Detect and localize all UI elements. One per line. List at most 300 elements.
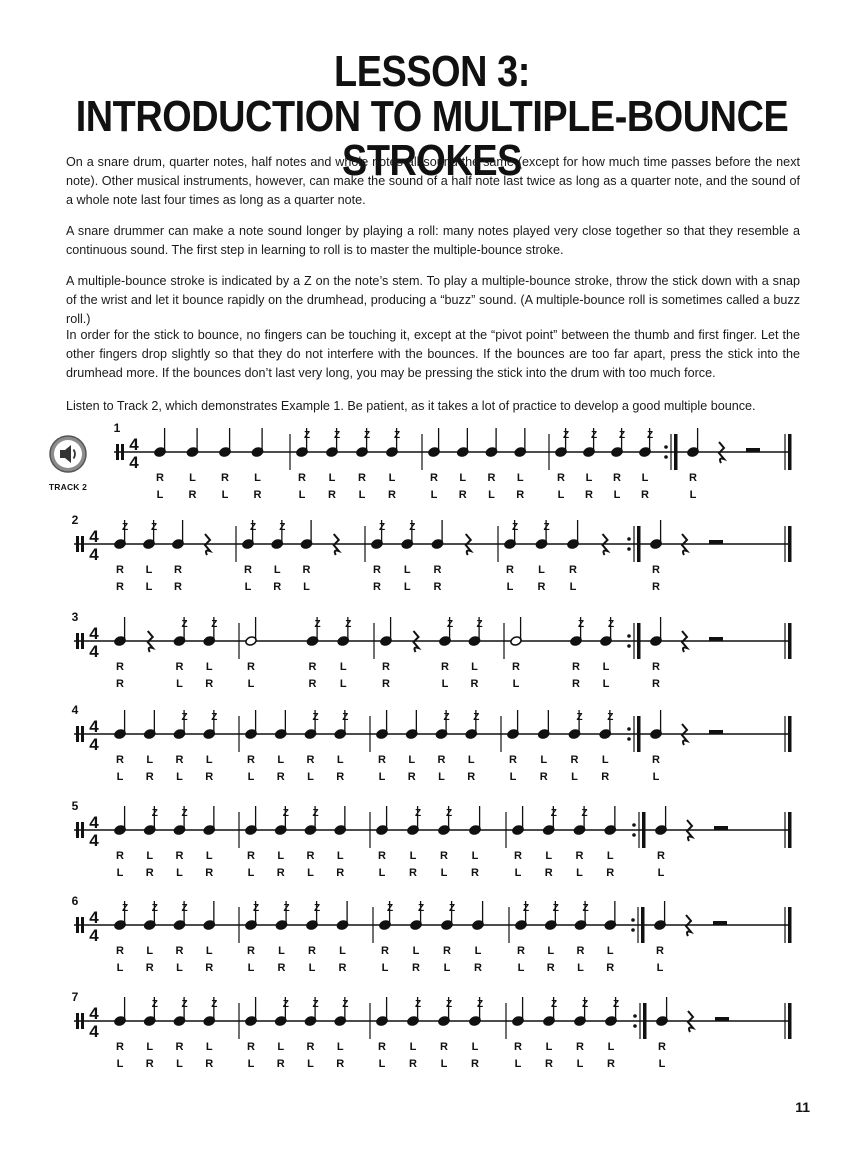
time-signature-bottom: 4 [129,453,139,472]
sticking-top: L [471,661,478,673]
sticking-top: R [378,1041,386,1053]
sticking-bottom: L [576,1058,584,1070]
sticking-bottom: L [403,581,411,593]
sticking-top: L [403,564,411,576]
sticking-bottom: L [576,867,583,879]
sticking-bottom: R [273,581,282,593]
sticking-top: R [373,564,381,576]
sticking-bottom: R [336,771,345,783]
sticking-bottom: R [116,678,124,690]
buzz-mark: Z [543,522,550,533]
sticking-top: R [514,850,522,862]
sticking-bottom: R [205,867,214,879]
buzz-mark: Z [279,522,286,533]
repeat-dot [631,928,635,932]
sticking-top: R [247,661,255,673]
final-thick-line [788,812,792,848]
sticking-top: L [547,945,555,957]
sticking-top: L [602,661,610,673]
sticking-bottom: R [174,581,182,593]
example-4 [72,703,792,783]
lesson-title-line2: INTRODUCTION TO MULTIPLE-BOUNCE STROKES [75,92,789,185]
buzz-mark: Z [150,522,158,533]
buzz-mark: Z [445,808,453,819]
sticking-bottom: R [145,771,154,783]
repeat-thick-line [637,716,641,752]
sticking-top: R [575,850,584,862]
time-signature-bottom: 4 [89,545,99,564]
sticking-top: R [652,754,660,766]
sticking-bottom: L [116,962,124,974]
buzz-mark: Z [446,619,454,630]
sticking-top: R [174,564,182,576]
repeat-dot [627,644,631,648]
sticking-top: L [254,472,261,484]
buzz-mark: Z [333,430,341,441]
sticking-bottom: L [156,489,164,501]
half-rest [709,637,723,641]
time-signature-top: 4 [89,1004,99,1023]
buzz-mark: Z [313,903,321,914]
sticking-bottom: R [474,962,482,974]
time-signature-bottom: 4 [89,642,99,661]
sticking-top: L [540,754,548,766]
repeat-thick-line [637,526,641,562]
half-rest [709,540,723,544]
time-signature-top: 4 [129,435,139,454]
sticking-bottom: L [176,962,183,974]
sticking-top: R [175,1041,184,1053]
sticking-top: R [613,472,621,484]
buzz-mark: Z [552,903,559,914]
sticking-bottom: L [557,489,565,501]
buzz-mark: Z [577,619,585,630]
sticking-top: L [339,661,347,673]
buzz-mark: Z [618,430,626,441]
buzz-mark: Z [562,430,570,441]
sticking-bottom: L [116,867,124,879]
percussion-clef [76,1013,79,1029]
half-rest [714,826,728,830]
sticking-bottom: R [606,962,615,974]
buzz-mark: Z [312,712,319,723]
sticking-bottom: R [253,489,262,501]
sticking-bottom: L [116,771,124,783]
final-thick-line [788,1003,792,1039]
sticking-bottom: R [188,489,197,501]
sticking-bottom: L [176,771,183,783]
example-6 [72,894,792,974]
percussion-clef [81,1013,84,1029]
buzz-mark: Z [345,619,352,630]
half-rest [709,730,723,734]
sticking-bottom: L [307,867,314,879]
buzz-mark: Z [581,999,589,1010]
percussion-clef [121,444,124,460]
repeat-thick-line [637,623,641,659]
time-signature-top: 4 [89,527,99,546]
sticking-top: R [437,754,446,766]
sticking-bottom: L [247,678,255,690]
sticking-bottom: R [145,962,154,974]
buzz-mark: Z [414,808,422,819]
sticking-bottom: R [373,581,381,593]
final-thick-line [788,434,792,470]
sticking-bottom: L [514,867,522,879]
example-number: 1 [113,421,121,435]
sticking-bottom: R [409,867,417,879]
buzz-mark: Z [303,430,311,441]
sticking-bottom: L [378,771,386,783]
sticking-bottom: R [607,1058,615,1070]
sticking-top: R [576,945,585,957]
half-rest [713,921,727,925]
buzz-mark: Z [249,522,257,533]
buzz-mark: Z [646,430,654,441]
sticking-bottom: L [509,771,517,783]
buzz-mark: Z [378,522,386,533]
sticking-bottom: R [467,771,476,783]
sticking-bottom: L [652,771,660,783]
buzz-mark: Z [607,712,614,723]
sticking-bottom: R [433,581,442,593]
sticking-bottom: R [407,771,416,783]
sticking-top: L [146,754,154,766]
example-5 [72,799,792,879]
example-number: 4 [71,703,79,717]
sticking-top: L [585,472,593,484]
sticking-bottom: R [641,489,649,501]
sticking-top: L [328,472,336,484]
repeat-dot [632,833,636,837]
sticking-bottom: R [585,489,593,501]
sticking-bottom: R [145,1058,154,1070]
sticking-bottom: R [276,867,285,879]
buzz-mark: Z [283,903,290,914]
sticking-bottom: R [470,678,479,690]
sticking-top: R [440,850,448,862]
sticking-top: L [545,850,553,862]
buzz-mark: Z [414,999,422,1010]
sticking-bottom: L [244,581,252,593]
example-1 [114,421,792,501]
sticking-bottom: L [440,867,448,879]
sticking-top: R [514,1041,522,1053]
example-number: 5 [71,799,79,813]
sticking-top: R [306,850,315,862]
percussion-clef [81,822,84,838]
sticking-top: R [657,850,665,862]
buzz-mark: Z [576,712,583,723]
sticking-top: R [302,564,311,576]
sticking-top: R [517,945,525,957]
sticking-top: R [306,754,315,766]
sticking-bottom: L [613,489,621,501]
sticking-bottom: L [657,867,665,879]
sticking-top: R [175,945,184,957]
sticking-bottom: L [221,489,229,501]
sticking-bottom: L [441,678,449,690]
sticking-top: R [569,564,577,576]
sticking-bottom: L [430,489,438,501]
sticking-bottom: L [517,962,525,974]
sticking-top: L [388,472,396,484]
sticking-top: R [306,1041,315,1053]
sticking-bottom: L [506,581,514,593]
sticking-top: L [189,472,196,484]
sticking-bottom: L [247,867,255,879]
buzz-mark: Z [342,712,349,723]
sticking-bottom: L [247,1058,255,1070]
sticking-top: L [471,1041,479,1053]
sticking-top: L [601,754,609,766]
sticking-top: R [358,472,366,484]
sticking-top: L [545,1041,553,1053]
buzz-mark: Z [476,999,484,1010]
sticking-bottom: L [569,581,577,593]
example-2 [72,513,792,593]
final-thick-line [788,907,792,943]
sticking-bottom: L [145,581,153,593]
buzz-mark: Z [590,430,598,441]
sticking-bottom: R [572,678,580,690]
sticking-bottom: L [689,489,697,501]
buzz-mark: Z [181,712,188,723]
sticking-top: R [381,945,389,957]
sticking-bottom: R [388,489,396,501]
buzz-mark: Z [151,903,158,914]
sticking-bottom: L [438,771,445,783]
sticking-bottom: R [545,1058,553,1070]
sticking-bottom: R [336,867,345,879]
sticking-top: L [146,850,154,862]
sticking-top: R [378,754,386,766]
buzz-mark: Z [121,522,129,533]
paragraph-2: A snare drummer can make a note sound longer by playing a roll: many notes played very close together so that they resemble a continuous sound. The first step in learning to roll is to master the multiple-bounce stroke. [66,224,800,257]
sticking-bottom: L [658,1058,666,1070]
sticking-top: L [538,564,545,576]
repeat-thick-line [642,812,646,848]
sticking-bottom: R [471,867,479,879]
time-signature-bottom: 4 [89,1022,99,1041]
sticking-bottom: L [440,1058,448,1070]
track-label: TRACK 2 [48,482,88,492]
sticking-top: R [116,754,124,766]
buzz-mark: Z [443,712,450,723]
buzz-mark: Z [181,999,188,1010]
sticking-top: R [433,564,442,576]
sticking-bottom: L [656,962,664,974]
sticking-top: R [487,472,496,484]
sticking-top: L [409,850,417,862]
sticking-top: L [516,472,524,484]
buzz-mark: Z [151,808,158,819]
sticking-top: R [116,850,124,862]
sticking-bottom: R [276,771,285,783]
sticking-top: L [205,945,213,957]
sticking-top: L [408,754,416,766]
sticking-top: R [441,661,449,673]
sticking-top: R [382,661,390,673]
buzz-mark: Z [211,619,218,630]
sticking-top: R [440,1041,448,1053]
percussion-clef [76,633,79,649]
sticking-top: R [656,945,664,957]
sticking-bottom: R [652,678,660,690]
sticking-bottom: R [516,489,525,501]
sticking-bottom: R [205,962,214,974]
sticking-top: R [658,1041,666,1053]
sticking-bottom: L [443,962,451,974]
percussion-clef [81,633,84,649]
page-number: 11 [795,1099,810,1115]
sticking-top: R [175,661,184,673]
sticking-top: L [145,564,153,576]
sticking-bottom: L [488,489,495,501]
repeat-dot [631,918,635,922]
buzz-mark: Z [473,712,480,723]
percussion-clef [81,917,84,933]
sticking-bottom: R [205,771,214,783]
buzz-mark: Z [151,999,158,1010]
sticking-top: L [205,661,213,673]
buzz-mark: Z [181,903,188,914]
final-thick-line [788,526,792,562]
example-number: 3 [71,610,79,624]
sticking-bottom: L [176,678,183,690]
buzz-mark: Z [252,903,260,914]
sticking-top: R [247,850,255,862]
sticking-bottom: R [458,489,467,501]
sticking-top: R [572,661,580,673]
buzz-mark: Z [282,999,289,1010]
buzz-mark: Z [181,808,188,819]
repeat-dot [627,737,631,741]
buzz-mark: Z [363,430,371,441]
sticking-bottom: L [303,581,310,593]
sticking-top: L [339,945,346,957]
sticking-bottom: L [176,1058,183,1070]
percussion-clef [81,726,84,742]
buzz-mark: Z [211,712,218,723]
repeat-dot [627,537,631,541]
buzz-mark: Z [417,903,425,914]
buzz-mark: Z [181,619,188,630]
sticking-bottom: L [247,771,255,783]
sticking-bottom: L [378,1058,386,1070]
time-signature-top: 4 [89,717,99,736]
final-thick-line [788,623,792,659]
example-3 [72,610,792,690]
sticking-top: L [205,1041,213,1053]
sticking-top: R [116,661,124,673]
sticking-bottom: L [577,962,584,974]
sticking-bottom: R [412,962,420,974]
percussion-clef [76,822,79,838]
sticking-bottom: L [176,867,183,879]
buzz-mark: Z [211,999,218,1010]
buzz-mark: Z [121,903,129,914]
sticking-top: R [652,564,660,576]
sticking-top: R [576,1041,584,1053]
final-thick-line [788,716,792,752]
sticking-top: L [277,1041,285,1053]
sticking-bottom: R [277,962,286,974]
sticking-top: R [298,472,306,484]
buzz-mark: Z [550,999,558,1010]
sticking-top: L [277,754,285,766]
example-number: 2 [71,513,79,527]
time-signature-bottom: 4 [89,831,99,850]
sticking-top: L [336,1041,344,1053]
buzz-mark: Z [314,619,321,630]
sticking-top: R [308,945,316,957]
percussion-clef [76,917,79,933]
sticking-bottom: L [378,867,386,879]
sticking-top: L [412,945,420,957]
paragraph-5: Listen to Track 2, which demonstrates Example 1. Be patient, as it takes a lot of practice to develop a good multiple bounce. [66,399,756,413]
sticking-top: R [175,754,184,766]
sticking-bottom: L [514,1058,522,1070]
buzz-mark: Z [612,999,620,1010]
repeat-dot [627,547,631,551]
sticking-bottom: R [328,489,336,501]
buzz-mark: Z [582,903,589,914]
buzz-mark: Z [511,522,519,533]
buzz-mark: Z [282,808,289,819]
sticking-bottom: R [471,1058,479,1070]
sticking-top: L [278,945,285,957]
buzz-mark: Z [312,808,319,819]
sticking-bottom: R [205,1058,214,1070]
repeat-dot [627,727,631,731]
sticking-bottom: L [339,678,347,690]
sticking-bottom: R [409,1058,417,1070]
sticking-top: R [652,661,660,673]
sticking-top: R [570,754,579,766]
time-signature-top: 4 [89,624,99,643]
half-rest [746,448,760,452]
percussion-clef [116,444,119,460]
sticking-top: L [205,850,213,862]
sticking-top: R [378,850,386,862]
sticking-top: R [221,472,229,484]
sticking-bottom: R [537,581,546,593]
sticking-top: R [247,754,255,766]
buzz-mark: Z [312,999,319,1010]
time-signature-bottom: 4 [89,735,99,754]
sticking-top: L [641,472,649,484]
sticking-top: R [175,850,184,862]
sticking-top: R [509,754,517,766]
sticking-bottom: R [205,678,214,690]
sticking-top: R [116,945,124,957]
buzz-mark: Z [445,999,453,1010]
percussion-clef [76,726,79,742]
sticking-top: L [474,945,482,957]
sticking-top: L [336,850,344,862]
example-number: 6 [71,894,79,908]
time-signature-bottom: 4 [89,926,99,945]
sticking-top: R [443,945,451,957]
buzz-mark: Z [607,619,615,630]
buzz-mark: Z [522,903,530,914]
sticking-top: L [606,850,614,862]
sticking-top: R [308,661,317,673]
sticking-bottom: L [571,771,578,783]
sticking-bottom: R [606,867,615,879]
percussion-clef [81,536,84,552]
